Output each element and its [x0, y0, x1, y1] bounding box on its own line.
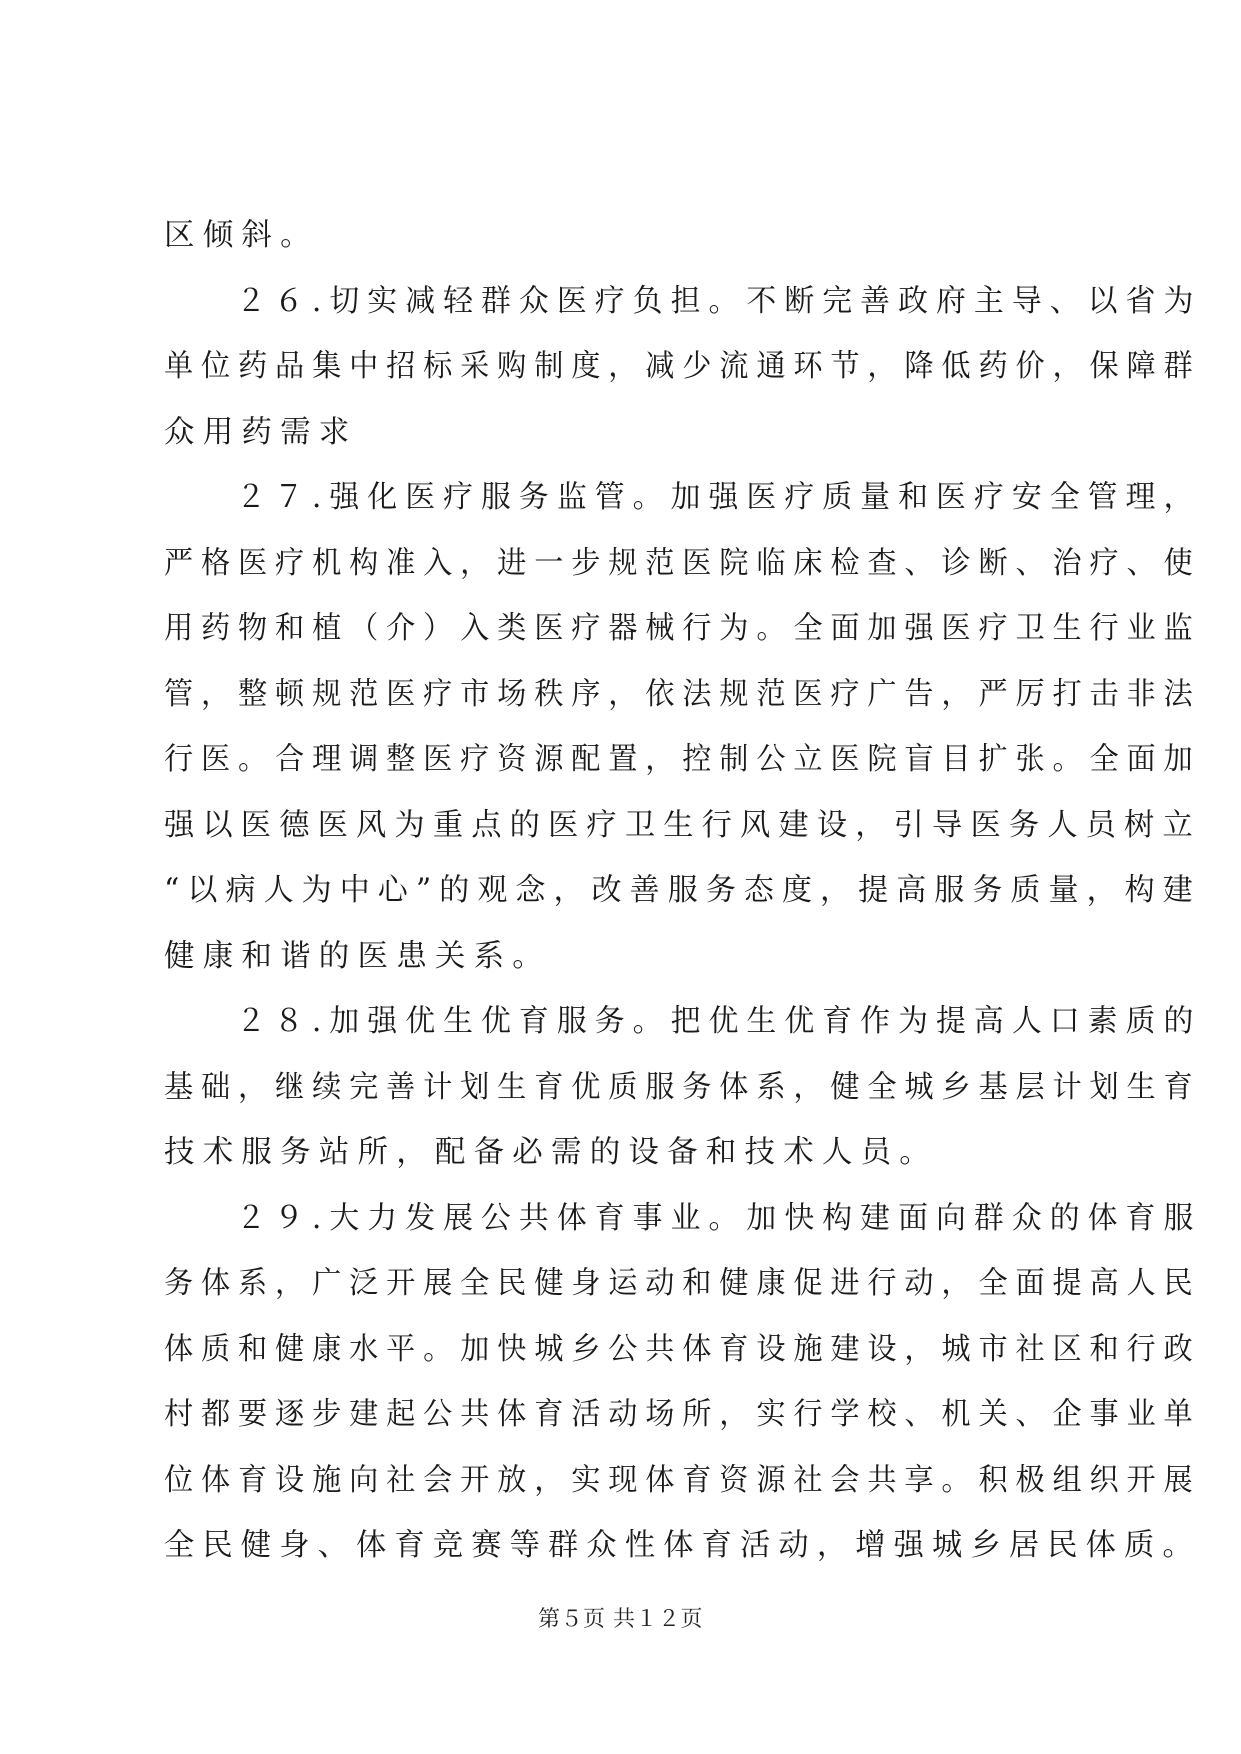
- page-number-footer: 第５页 共１２页: [538, 1607, 703, 1632]
- text-line: ２７.强化医疗服务监管。加强医疗质量和医疗安全管理，: [236, 480, 1202, 515]
- text-line: 全民健身、体育竞赛等群众性体育活动，增强城乡居民体质。: [164, 1528, 1201, 1563]
- text-line: 严格医疗机构准入，进一步规范医院临床检查、诊断、治疗、使: [164, 545, 1201, 581]
- text-line: 管，整顿规范医疗市场秩序，依法规范医疗广告，严厉打击非法: [164, 676, 1201, 712]
- text-line: 用药物和植（介）入类医疗器械行为。全面加强医疗卫生行业监: [164, 611, 1201, 646]
- text-line: ２６.切实减轻群众医疗负担。不断完善政府主导、以省为: [236, 283, 1202, 319]
- text-line: 健康和谐的医患关系。: [164, 938, 551, 974]
- text-line: 基础，继续完善计划生育优质服务体系，健全城乡基层计划生育: [164, 1069, 1201, 1105]
- text-line: 单位药品集中招标采购制度，减少流通环节，降低药价，保障群: [164, 349, 1201, 384]
- text-line: 强以医德医风为重点的医疗卫生行风建设，引导医务人员树立: [164, 807, 1201, 843]
- text-line: 体质和健康水平。加快城乡公共体育设施建设，城市社区和行政: [164, 1331, 1201, 1367]
- text-line: “以病人为中心”的观念，改善服务态度，提高服务质量，构建: [164, 873, 1201, 908]
- text-line: ２９.大力发展公共体育事业。加快构建面向群众的体育服: [236, 1200, 1202, 1236]
- text-line: ２８.加强优生优育服务。把优生优育作为提高人口素质的: [236, 1004, 1202, 1039]
- text-line: 村都要逐步建起公共体育活动场所，实行学校、机关、企事业单: [164, 1397, 1201, 1432]
- text-line: 位体育设施向社会开放，实现体育资源社会共享。积极组织开展: [164, 1462, 1201, 1498]
- text-line: 技术服务站所，配备必需的设备和技术人员。: [164, 1135, 938, 1170]
- text-line: 行医。合理调整医疗资源配置，控制公立医院盲目扩张。全面加: [164, 742, 1201, 777]
- text-line: 务体系，广泛开展全民健身运动和健康促进行动，全面提高人民: [164, 1266, 1201, 1301]
- text-line: 众用药需求: [164, 414, 358, 450]
- text-line: 区倾斜。: [164, 218, 319, 253]
